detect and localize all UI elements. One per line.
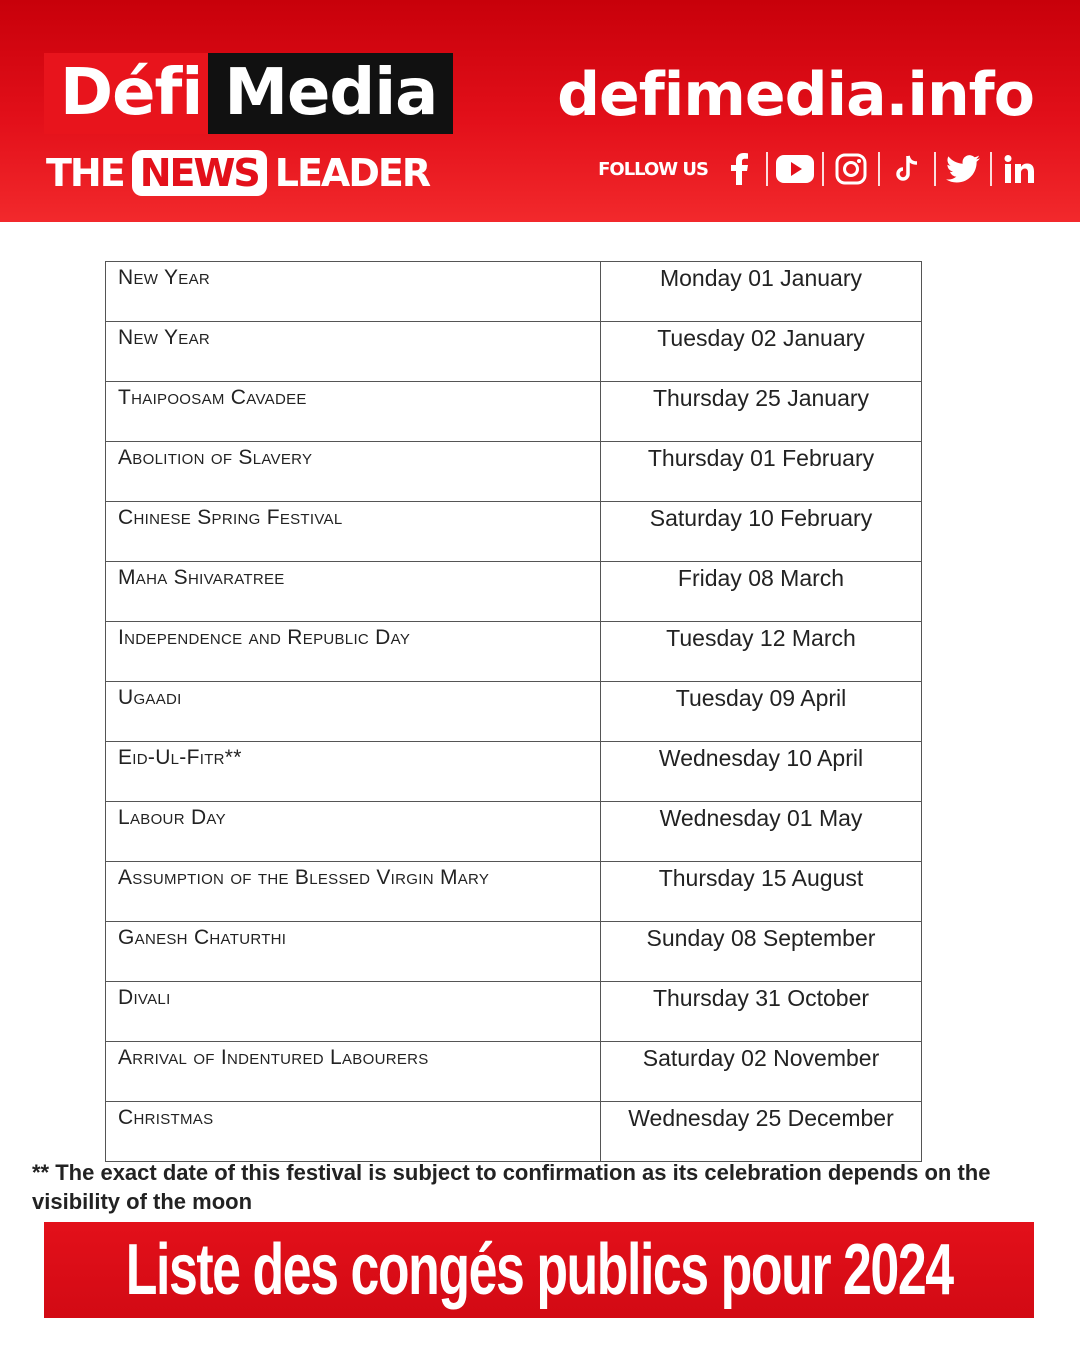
table-row: [106, 862, 922, 922]
follow-us-bar: [598, 146, 1038, 192]
table-row: [106, 262, 922, 322]
facebook-icon[interactable]: [720, 150, 758, 188]
header-bar: [0, 0, 1080, 222]
table-row: [106, 322, 922, 382]
tagline-the: THE: [46, 151, 124, 195]
public-holidays-table: [105, 261, 922, 1162]
logo-media: Media: [208, 53, 453, 134]
holiday-date: Tuesday 12 March: [601, 622, 922, 682]
table-row: [106, 1102, 922, 1162]
table-row: [106, 1042, 922, 1102]
holiday-name: Abolition of Slavery: [106, 442, 601, 502]
holiday-name: Chinese Spring Festival: [106, 502, 601, 562]
table-row: [106, 922, 922, 982]
holiday-name: New Year: [106, 322, 601, 382]
youtube-icon[interactable]: [776, 150, 814, 188]
banner-title: Liste des congés publics pour 2024: [125, 1230, 953, 1310]
social-divider: [990, 152, 992, 186]
holiday-date: Wednesday 10 April: [601, 742, 922, 802]
linkedin-icon[interactable]: [1000, 150, 1038, 188]
logo-defi: Défi: [44, 53, 208, 134]
table-row: [106, 562, 922, 622]
twitter-icon[interactable]: [944, 150, 982, 188]
table-row: [106, 982, 922, 1042]
holiday-name: Assumption of the Blessed Virgin Mary: [106, 862, 601, 922]
holiday-date: Friday 08 March: [601, 562, 922, 622]
social-divider: [766, 152, 768, 186]
social-divider: [878, 152, 880, 186]
tagline: [46, 149, 429, 197]
table-row: [106, 382, 922, 442]
holiday-date: Thursday 25 January: [601, 382, 922, 442]
table-row: [106, 622, 922, 682]
holiday-name: Independence and Republic Day: [106, 622, 601, 682]
table-row: [106, 442, 922, 502]
tiktok-icon[interactable]: [888, 150, 926, 188]
instagram-icon[interactable]: [832, 150, 870, 188]
title-banner: [44, 1222, 1034, 1318]
moon-visibility-footnote: ** The exact date of this festival is subject to confirmation as its celebration depends on the visibility of the moon: [32, 1160, 991, 1214]
site-url[interactable]: defimedia.info: [557, 60, 1034, 130]
tagline-news: NEWS: [132, 150, 267, 196]
holiday-date: Wednesday 01 May: [601, 802, 922, 862]
holiday-date: Thursday 15 August: [601, 862, 922, 922]
defi-media-logo[interactable]: [44, 53, 453, 134]
social-links: [720, 150, 1038, 188]
follow-us-label: FOLLOW US: [598, 158, 708, 180]
holiday-name: Ugaadi: [106, 682, 601, 742]
table-row: [106, 682, 922, 742]
holiday-name: Divali: [106, 982, 601, 1042]
holiday-date: Saturday 10 February: [601, 502, 922, 562]
holiday-name: Labour Day: [106, 802, 601, 862]
holiday-name: Maha Shivaratree: [106, 562, 601, 622]
table-row: [106, 742, 922, 802]
holiday-name: Ganesh Chaturthi: [106, 922, 601, 982]
holiday-date: Tuesday 09 April: [601, 682, 922, 742]
holiday-date: Sunday 08 September: [601, 922, 922, 982]
holiday-name: Thaipoosam Cavadee: [106, 382, 601, 442]
holiday-name: Christmas: [106, 1102, 601, 1162]
table-row: [106, 802, 922, 862]
social-divider: [822, 152, 824, 186]
holiday-name: Arrival of Indentured Labourers: [106, 1042, 601, 1102]
holiday-name: Eid-Ul-Fitr**: [106, 742, 601, 802]
tagline-leader: LEADER: [274, 151, 430, 195]
holiday-name: New Year: [106, 262, 601, 322]
holiday-date: Wednesday 25 December: [601, 1102, 922, 1162]
table-row: [106, 502, 922, 562]
holiday-date: Thursday 31 October: [601, 982, 922, 1042]
social-divider: [934, 152, 936, 186]
holiday-date: Monday 01 January: [601, 262, 922, 322]
holiday-date: Thursday 01 February: [601, 442, 922, 502]
holiday-date: Tuesday 02 January: [601, 322, 922, 382]
holiday-date: Saturday 02 November: [601, 1042, 922, 1102]
